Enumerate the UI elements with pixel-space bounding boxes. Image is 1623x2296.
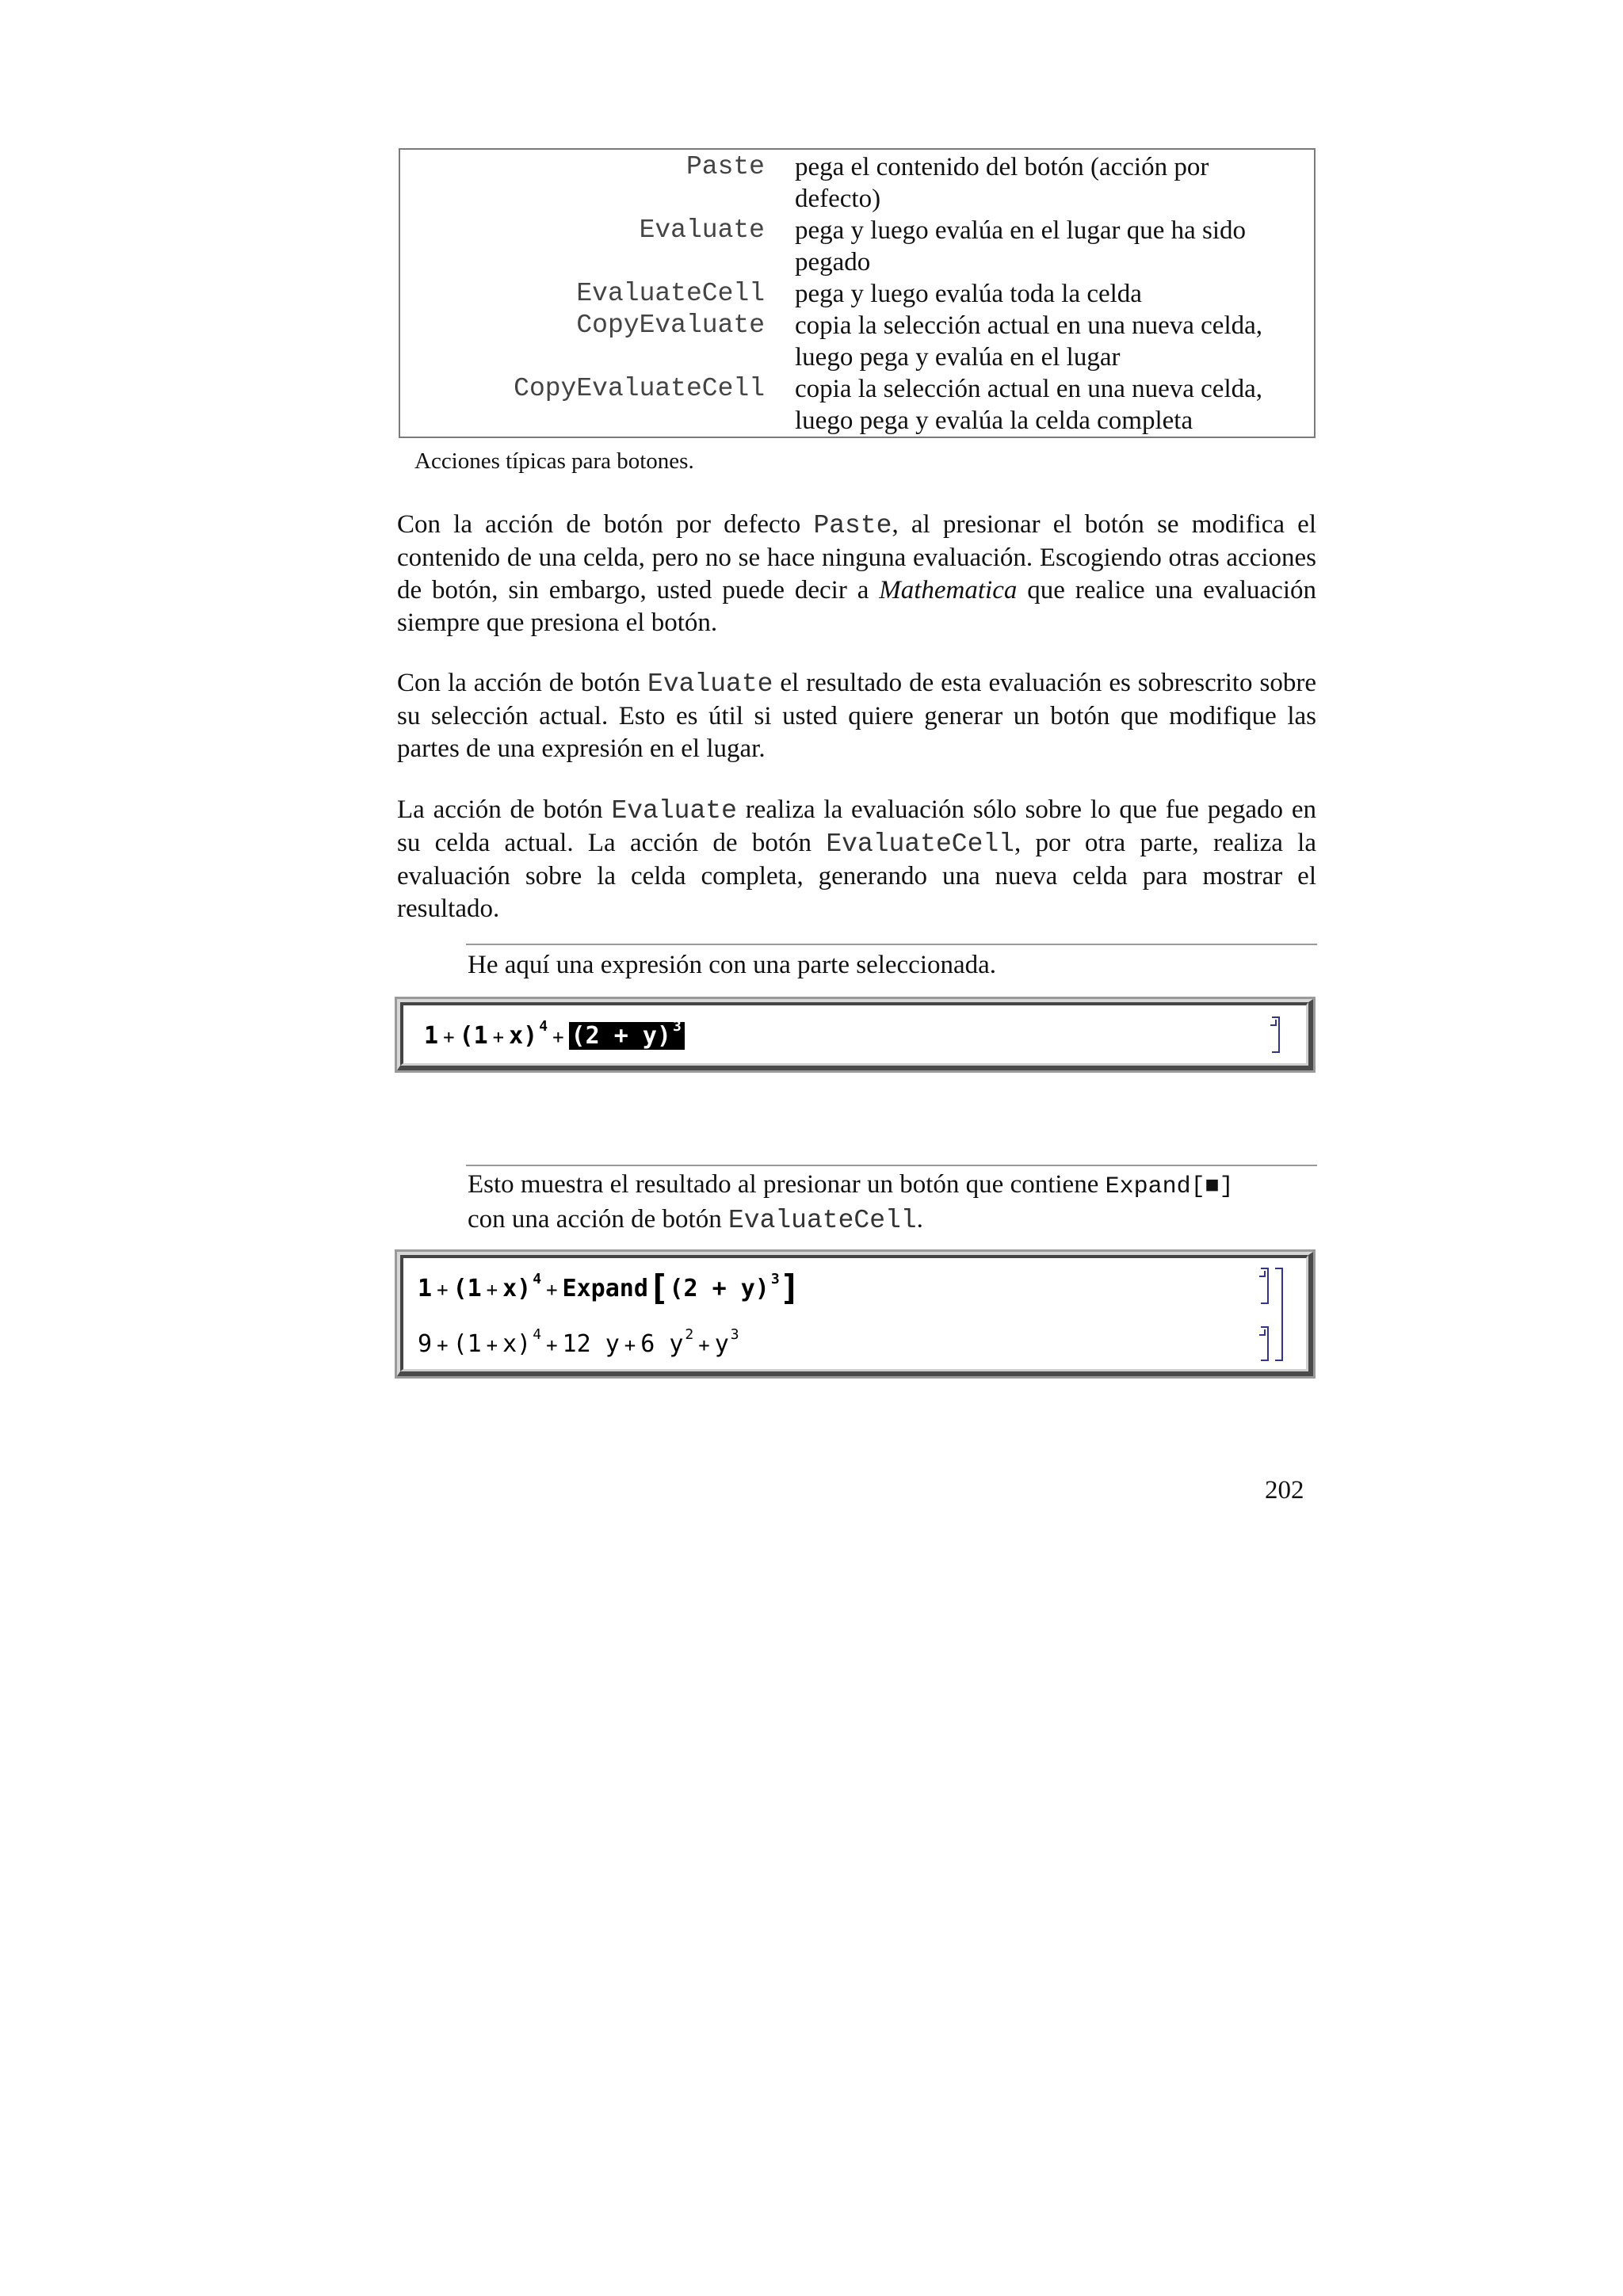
action-description: pega y luego evalúa en el lugar que ha sido pegado <box>795 216 1247 277</box>
section-rule <box>466 1165 1317 1166</box>
action-name: EvaluateCell <box>576 279 765 308</box>
group-cell-bracket[interactable] <box>1275 1268 1283 1361</box>
notebook-cell-group[interactable] <box>397 1252 1313 1376</box>
input-cell-bracket[interactable] <box>1261 1268 1269 1304</box>
table-row <box>399 149 1315 215</box>
page-number: 202 <box>1265 1476 1304 1505</box>
action-description: copia la selección actual en una nueva celda, luego pega y evalúa la celda completa <box>795 375 1263 435</box>
emphasis: Mathematica <box>879 576 1018 605</box>
notebook-text: Esto muestra el resultado al presionar un botón que contiene Expand[■] con una acción de botón EvaluateCell. <box>468 1170 1234 1235</box>
paragraph-default-action: Con la acción de botón por defecto Paste, al presionar el botón se modifica el contenido de una celda, pero no se hace ninguna evaluación. Escogiendo otras acciones de botón, sin embargo, usted puede decir a Mathematica que realice una evaluación siempre que presiona el botón. <box>397 510 1316 637</box>
inline-code: Evaluate <box>611 796 737 826</box>
table-row <box>399 215 1315 278</box>
inline-code: Evaluate <box>647 669 773 699</box>
cell-bracket[interactable] <box>1272 1016 1280 1053</box>
inline-code: EvaluateCell <box>826 830 1014 859</box>
action-name: Paste <box>685 152 765 181</box>
action-description: pega el contenido del botón (acción por defecto) <box>795 153 1209 213</box>
table-row <box>399 278 1315 310</box>
input-expression[interactable]: 1 + (1 + x) $^4$ + Expand[(2 + y) $^3$] <box>418 1268 801 1308</box>
table-row <box>399 373 1315 437</box>
notebook-cell-selection[interactable] <box>397 999 1313 1070</box>
paragraph-evaluate-action: Con la acción de botón Evaluate el resultado de esta evaluación es sobrescrito sobre su selección actual. Esto es útil si usted quiere generar un botón que modifique las partes de una expresión en el lugar. <box>397 669 1316 763</box>
paragraph-evaluatecell-action: La acción de botón Evaluate realiza la evaluación sólo sobre lo que fue pegado en su celda actual. La acción de botón EvaluateCell, por otra parte, realiza la evaluación sobre la celda completa, generando una nueva celda para mostrar el resultado. <box>397 795 1316 923</box>
action-description: copia la selección actual en una nueva celda, luego pega y evalúa en el lugar <box>795 311 1263 372</box>
notebook-text: He aquí una expresión con una parte seleccionada. <box>468 951 997 979</box>
input-expression[interactable]: 1 + (1 + x) $^4$ + (2 + y) $^3$ <box>424 1018 685 1050</box>
selected-subexpression[interactable]: (2 + y) $^3$ <box>569 1022 685 1050</box>
section-rule <box>466 944 1317 945</box>
action-description: pega y luego evalúa toda la celda <box>795 280 1142 308</box>
action-name: Evaluate <box>639 215 765 245</box>
inline-code: EvaluateCell <box>727 1206 917 1235</box>
table-row <box>399 310 1315 373</box>
button-actions-table <box>399 148 1316 438</box>
inline-code: Expand[■] <box>1105 1173 1234 1200</box>
action-name: CopyEvaluate <box>576 311 765 340</box>
action-name: CopyEvaluateCell <box>514 374 765 403</box>
inline-code: Paste <box>813 511 892 540</box>
table-caption: Acciones típicas para botones. <box>414 448 694 474</box>
output-cell-bracket[interactable] <box>1261 1326 1269 1361</box>
output-expression[interactable]: 9 + (1 + x) $^4$ + 12 y + 6 y $^2$ + y $^3$ <box>418 1326 739 1358</box>
